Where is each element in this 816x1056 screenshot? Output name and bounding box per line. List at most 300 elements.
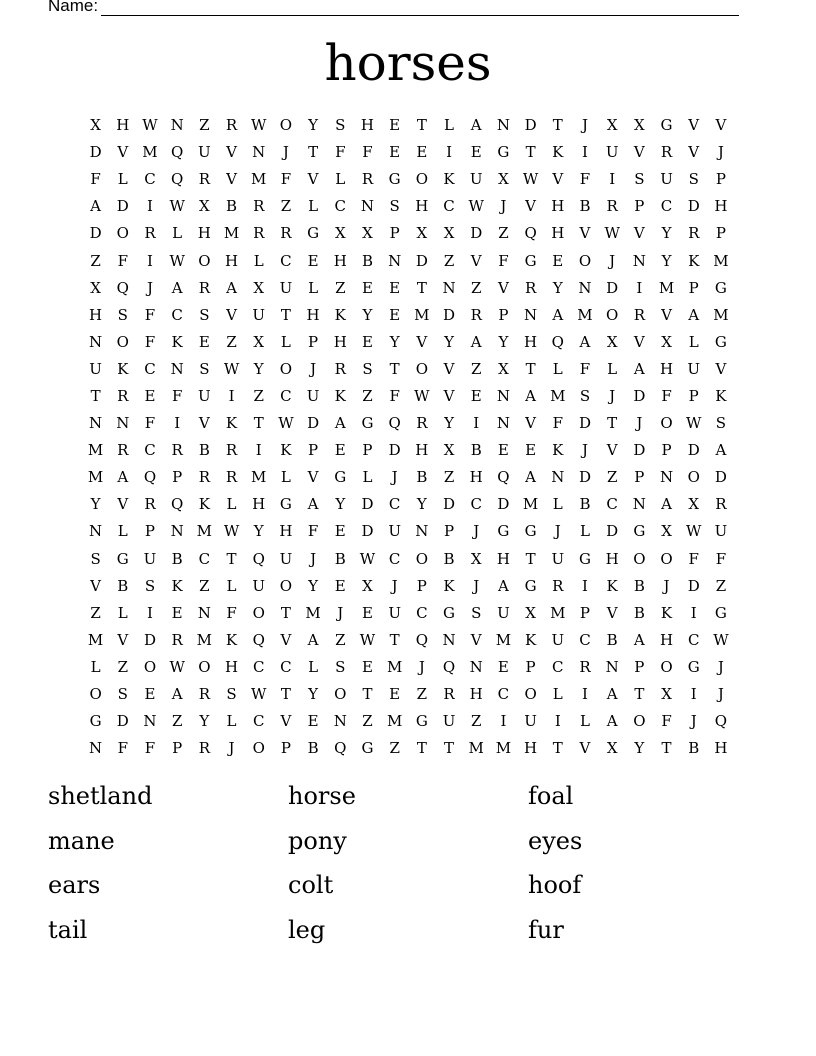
grid-letter: Z	[715, 576, 727, 595]
grid-letter: O	[252, 739, 265, 758]
grid-letter: X	[362, 576, 373, 595]
grid-letter: H	[279, 522, 293, 541]
grid-letter: M	[468, 739, 484, 758]
grid-letter: K	[171, 332, 183, 351]
grid-letter: F	[144, 332, 156, 351]
grid-letter: W	[686, 522, 702, 541]
grid-letter: G	[388, 170, 401, 189]
grid-letter: M	[87, 630, 104, 649]
grid-letter: X	[634, 116, 645, 135]
grid-letter: X	[90, 278, 101, 297]
grid-letter: J	[636, 414, 643, 433]
grid-letter: V	[307, 468, 319, 487]
grid-letter: V	[226, 143, 237, 162]
grid-letter: J	[717, 657, 724, 676]
grid-letter: J	[473, 522, 480, 541]
grid-letter: B	[198, 441, 210, 460]
grid-letter: D	[361, 495, 374, 514]
grid-letter: S	[90, 549, 101, 568]
grid-letter: V	[688, 143, 700, 162]
grid-letter: S	[117, 685, 128, 704]
grid-letter: A	[633, 359, 645, 378]
grid-letter: Q	[171, 495, 184, 514]
name-underline	[101, 0, 739, 16]
grid-letter: B	[688, 739, 700, 758]
grid-letter: E	[171, 603, 183, 622]
grid-letter: D	[89, 224, 102, 243]
grid-letter: M	[305, 603, 321, 622]
grid-letter: I	[228, 386, 235, 405]
grid-letter: Y	[634, 739, 645, 758]
grid-letter: E	[416, 143, 428, 162]
grid-letter: V	[715, 359, 727, 378]
grid-letter: L	[308, 657, 319, 676]
grid-letter: T	[389, 630, 400, 649]
grid-letter: R	[171, 630, 183, 649]
grid-letter: G	[497, 522, 510, 541]
grid-letter: A	[715, 441, 727, 460]
grid-letter: O	[578, 251, 592, 270]
grid-letter: O	[279, 116, 293, 135]
grid-letter: V	[416, 332, 428, 351]
grid-letter: V	[443, 386, 455, 405]
grid-letter: H	[496, 549, 510, 568]
grid-letter: G	[660, 116, 673, 135]
grid-letter: F	[715, 549, 727, 568]
grid-letter: V	[633, 332, 645, 351]
grid-letter: O	[252, 603, 265, 622]
grid-letter: V	[633, 224, 645, 243]
grid-letter: T	[416, 739, 427, 758]
grid-letter: F	[117, 739, 128, 758]
grid-letter: G	[524, 251, 537, 270]
grid-letter: E	[307, 251, 319, 270]
grid-letter: G	[714, 603, 727, 622]
grid-letter: M	[414, 305, 430, 324]
grid-letter: R	[225, 468, 238, 487]
grid-letter: V	[280, 630, 292, 649]
grid-letter: R	[144, 495, 156, 514]
grid-letter: P	[172, 468, 183, 487]
grid-letter: H	[252, 495, 266, 514]
grid-letter: X	[199, 197, 210, 216]
grid-letter: Y	[308, 116, 319, 135]
grid-letter: X	[334, 224, 346, 243]
grid-letter: Y	[661, 251, 672, 270]
grid-letter: R	[660, 143, 673, 162]
grid-letter: A	[606, 712, 618, 731]
grid-letter: U	[388, 603, 401, 622]
grid-letter: Y	[444, 414, 454, 433]
grid-letter: C	[280, 251, 292, 270]
grid-letter: O	[633, 712, 646, 731]
grid-letter: M	[495, 739, 512, 758]
grid-letter: A	[606, 685, 618, 704]
grid-letter: R	[361, 170, 374, 189]
grid-letter: Y	[308, 685, 319, 704]
grid-letter: O	[415, 170, 428, 189]
grid-letter: K	[334, 386, 346, 405]
grid-letter: N	[170, 522, 184, 541]
grid-letter: D	[116, 712, 129, 731]
grid-letter: X	[688, 495, 700, 514]
grid-letter: O	[633, 549, 646, 568]
grid-letter: F	[389, 386, 400, 405]
grid-letter: O	[660, 657, 673, 676]
grid-letter: Q	[551, 332, 564, 351]
grid-letter: H	[415, 441, 429, 460]
grid-letter: Z	[335, 630, 346, 649]
grid-letter: L	[117, 170, 128, 189]
grid-letter: A	[470, 332, 482, 351]
grid-letter: C	[687, 630, 700, 649]
grid-letter: E	[361, 332, 373, 351]
grid-letter: H	[469, 685, 483, 704]
grid-letter: T	[416, 116, 427, 135]
grid-letter: W	[359, 549, 376, 568]
grid-letter: Z	[90, 603, 101, 622]
grid-letter: U	[89, 359, 102, 378]
grid-letter: G	[524, 522, 537, 541]
grid-letter: P	[715, 224, 726, 243]
grid-letter: F	[90, 170, 101, 189]
grid-letter: O	[198, 657, 211, 676]
grid-letter: P	[362, 441, 373, 460]
grid-letter: M	[386, 657, 403, 676]
grid-letter: H	[714, 197, 728, 216]
grid-row	[82, 166, 735, 193]
grid-letter: H	[415, 197, 429, 216]
grid-letter: L	[335, 170, 346, 189]
grid-letter: N	[442, 278, 456, 297]
grid-letter: S	[579, 386, 591, 405]
grid-letter: X	[525, 603, 536, 622]
grid-letter: Z	[416, 685, 428, 704]
grid-letter: I	[582, 576, 588, 595]
grid-letter: Z	[471, 278, 482, 297]
grid-letter: U	[198, 386, 211, 405]
grid-letter: S	[471, 603, 482, 622]
grid-letter: D	[578, 414, 591, 433]
grid-letter: E	[552, 251, 564, 270]
grid-letter: P	[661, 441, 672, 460]
grid-letter: A	[525, 468, 537, 487]
grid-letter: M	[495, 630, 512, 649]
grid-letter: L	[280, 468, 291, 487]
grid-letter: E	[525, 441, 537, 460]
grid-letter: P	[308, 441, 319, 460]
grid-letter: A	[307, 495, 319, 514]
grid-letter: F	[144, 414, 156, 433]
grid-letter: A	[497, 576, 509, 595]
grid-letter: P	[144, 522, 156, 541]
grid-row	[82, 193, 735, 220]
grid-letter: K	[715, 386, 727, 405]
grid-letter: P	[579, 603, 591, 622]
grid-letter: E	[334, 576, 346, 595]
grid-letter: V	[470, 251, 482, 270]
grid-letter: N	[578, 278, 592, 297]
grid-letter: U	[524, 712, 537, 731]
grid-letter: I	[473, 414, 480, 433]
grid-letter: N	[89, 332, 103, 351]
grid-row	[82, 491, 735, 518]
grid-letter: Q	[143, 468, 157, 487]
grid-letter: B	[171, 549, 183, 568]
grid-letter: E	[389, 143, 401, 162]
grid-letter: E	[307, 712, 319, 731]
grid-letter: L	[308, 278, 319, 297]
grid-letter: E	[470, 143, 482, 162]
grid-letter: S	[335, 116, 346, 135]
grid-letter: L	[362, 468, 373, 487]
grid-letter: M	[713, 305, 729, 324]
grid-letter: C	[252, 657, 265, 676]
grid-letter: L	[444, 116, 455, 135]
grid-letter: O	[116, 332, 129, 351]
word-list-item: mane	[48, 826, 115, 855]
grid-letter: K	[552, 143, 564, 162]
grid-letter: A	[307, 630, 319, 649]
grid-letter: J	[228, 739, 235, 758]
grid-letter: E	[334, 441, 346, 460]
grid-letter: U	[198, 143, 211, 162]
grid-letter: L	[308, 197, 319, 216]
grid-row	[82, 681, 735, 708]
grid-letter: A	[552, 305, 564, 324]
grid-letter: A	[633, 630, 645, 649]
grid-letter: O	[660, 549, 673, 568]
grid-letter: P	[498, 305, 509, 324]
grid-letter: E	[334, 522, 346, 541]
grid-letter: A	[226, 278, 237, 297]
grid-letter: U	[252, 576, 266, 595]
grid-letter: P	[634, 468, 645, 487]
grid-letter: H	[224, 657, 239, 676]
grid-letter: S	[362, 359, 373, 378]
grid-letter: V	[552, 170, 564, 189]
grid-letter: D	[687, 197, 700, 216]
word-list-item: shetland	[48, 782, 153, 810]
grid-letter: P	[688, 386, 699, 405]
grid-letter: R	[198, 685, 210, 704]
grid-letter: G	[361, 739, 374, 758]
grid-letter: Y	[661, 224, 672, 243]
grid-row	[82, 247, 735, 274]
grid-letter: R	[198, 170, 210, 189]
grid-letter: U	[252, 305, 266, 324]
grid-letter: J	[663, 576, 670, 595]
grid-letter: P	[389, 224, 400, 243]
name-field	[48, 0, 739, 16]
grid-letter: F	[144, 739, 156, 758]
grid-letter: U	[306, 386, 320, 405]
grid-letter: O	[606, 305, 619, 324]
grid-letter: X	[470, 549, 482, 568]
grid-letter: R	[171, 441, 183, 460]
grid-letter: L	[280, 332, 291, 351]
grid-letter: F	[688, 549, 699, 568]
grid-letter: R	[225, 441, 238, 460]
grid-letter: R	[334, 359, 346, 378]
grid-letter: R	[117, 441, 129, 460]
grid-letter: O	[687, 468, 700, 487]
grid-letter: U	[551, 630, 565, 649]
grid-letter: I	[636, 278, 643, 297]
grid-letter: A	[171, 278, 183, 297]
grid-letter: W	[223, 359, 240, 378]
grid-letter: H	[333, 332, 347, 351]
grid-letter: D	[578, 468, 591, 487]
grid-letter: M	[87, 441, 104, 460]
grid-letter: R	[280, 224, 292, 243]
grid-letter: K	[198, 495, 210, 514]
grid-letter: T	[661, 739, 672, 758]
grid-letter: K	[225, 630, 238, 649]
grid-letter: I	[690, 685, 697, 704]
grid-letter: Y	[90, 495, 101, 514]
grid-letter: Z	[443, 468, 455, 487]
grid-letter: W	[468, 197, 484, 216]
grid-letter: Y	[416, 495, 427, 514]
grid-letter: U	[714, 522, 728, 541]
grid-letter: I	[446, 143, 452, 162]
grid-letter: O	[660, 414, 673, 433]
grid-letter: K	[443, 576, 455, 595]
grid-letter: V	[688, 116, 700, 135]
grid-letter: P	[715, 170, 726, 189]
grid-letter: U	[143, 549, 157, 568]
grid-letter: Q	[497, 468, 510, 487]
grid-letter: F	[171, 386, 183, 405]
grid-letter: R	[416, 414, 428, 433]
grid-letter: K	[443, 170, 455, 189]
grid-letter: N	[89, 522, 103, 541]
grid-letter: X	[606, 739, 618, 758]
grid-row	[82, 627, 735, 654]
grid-letter: V	[90, 576, 102, 595]
grid-letter: X	[498, 359, 509, 378]
grid-letter: X	[362, 224, 373, 243]
grid-letter: E	[389, 116, 401, 135]
grid-letter: J	[581, 441, 588, 460]
grid-letter: B	[579, 197, 591, 216]
grid-letter: T	[416, 278, 427, 297]
grid-letter: M	[251, 468, 267, 487]
grid-letter: F	[117, 251, 128, 270]
grid-letter: A	[579, 332, 591, 351]
grid-row	[82, 275, 735, 302]
grid-letter: R	[198, 739, 210, 758]
grid-letter: H	[116, 116, 130, 135]
grid-letter: B	[361, 251, 373, 270]
grid-letter: F	[307, 522, 319, 541]
grid-letter: A	[117, 468, 129, 487]
grid-letter: N	[551, 468, 565, 487]
grid-letter: P	[443, 522, 455, 541]
grid-letter: H	[89, 305, 103, 324]
grid-letter: G	[633, 522, 646, 541]
grid-letter: B	[443, 549, 455, 568]
grid-letter: H	[333, 251, 347, 270]
grid-letter: L	[552, 359, 563, 378]
grid-letter: Y	[199, 712, 210, 731]
grid-letter: K	[606, 576, 618, 595]
grid-letter: S	[144, 576, 156, 595]
grid-letter: A	[661, 495, 672, 514]
grid-letter: B	[633, 603, 645, 622]
grid-letter: N	[252, 143, 266, 162]
grid-letter: O	[279, 576, 293, 595]
grid-row	[82, 546, 735, 573]
grid-letter: Z	[471, 359, 482, 378]
grid-letter: S	[199, 359, 210, 378]
grid-letter: T	[525, 549, 536, 568]
grid-letter: J	[690, 712, 697, 731]
grid-letter: V	[633, 143, 645, 162]
grid-letter: C	[144, 441, 156, 460]
grid-letter: B	[307, 739, 319, 758]
grid-letter: T	[634, 685, 645, 704]
grid-letter: M	[577, 305, 593, 324]
grid-row	[82, 112, 735, 139]
grid-letter: B	[117, 576, 129, 595]
grid-letter: M	[87, 468, 104, 487]
grid-letter: D	[606, 522, 619, 541]
grid-letter: Z	[117, 657, 128, 676]
grid-letter: N	[388, 251, 402, 270]
grid-letter: P	[416, 576, 427, 595]
grid-letter: C	[280, 386, 292, 405]
grid-letter: T	[552, 739, 563, 758]
grid-letter: J	[146, 278, 153, 297]
grid-letter: Q	[714, 712, 728, 731]
grid-letter: A	[688, 305, 700, 324]
word-list	[48, 776, 768, 954]
grid-letter: V	[226, 305, 237, 324]
grid-letter: J	[310, 549, 317, 568]
grid-letter: P	[525, 657, 536, 676]
grid-letter: H	[469, 468, 483, 487]
grid-letter: R	[524, 278, 537, 297]
grid-letter: V	[497, 278, 509, 297]
grid-letter: E	[144, 386, 156, 405]
grid-letter: D	[524, 116, 537, 135]
grid-letter: G	[116, 549, 129, 568]
grid-letter: T	[280, 603, 291, 622]
grid-letter: S	[117, 305, 128, 324]
grid-letter: S	[199, 305, 210, 324]
grid-letter: Q	[116, 278, 129, 297]
grid-letter: E	[361, 603, 373, 622]
grid-row	[82, 139, 735, 166]
grid-letter: C	[171, 305, 183, 324]
grid-letter: H	[524, 332, 538, 351]
word-list-item: tail	[48, 915, 88, 944]
grid-letter: B	[633, 576, 645, 595]
grid-letter: G	[415, 712, 428, 731]
grid-letter: Q	[388, 414, 401, 433]
grid-letter: W	[414, 386, 430, 405]
grid-letter: Y	[389, 332, 400, 351]
grid-letter: Z	[471, 712, 482, 731]
grid-letter: L	[552, 495, 563, 514]
grid-letter: P	[172, 739, 183, 758]
grid-letter: V	[715, 116, 727, 135]
grid-letter: S	[335, 657, 346, 676]
grid-letter: X	[253, 332, 265, 351]
grid-letter: T	[552, 116, 563, 135]
